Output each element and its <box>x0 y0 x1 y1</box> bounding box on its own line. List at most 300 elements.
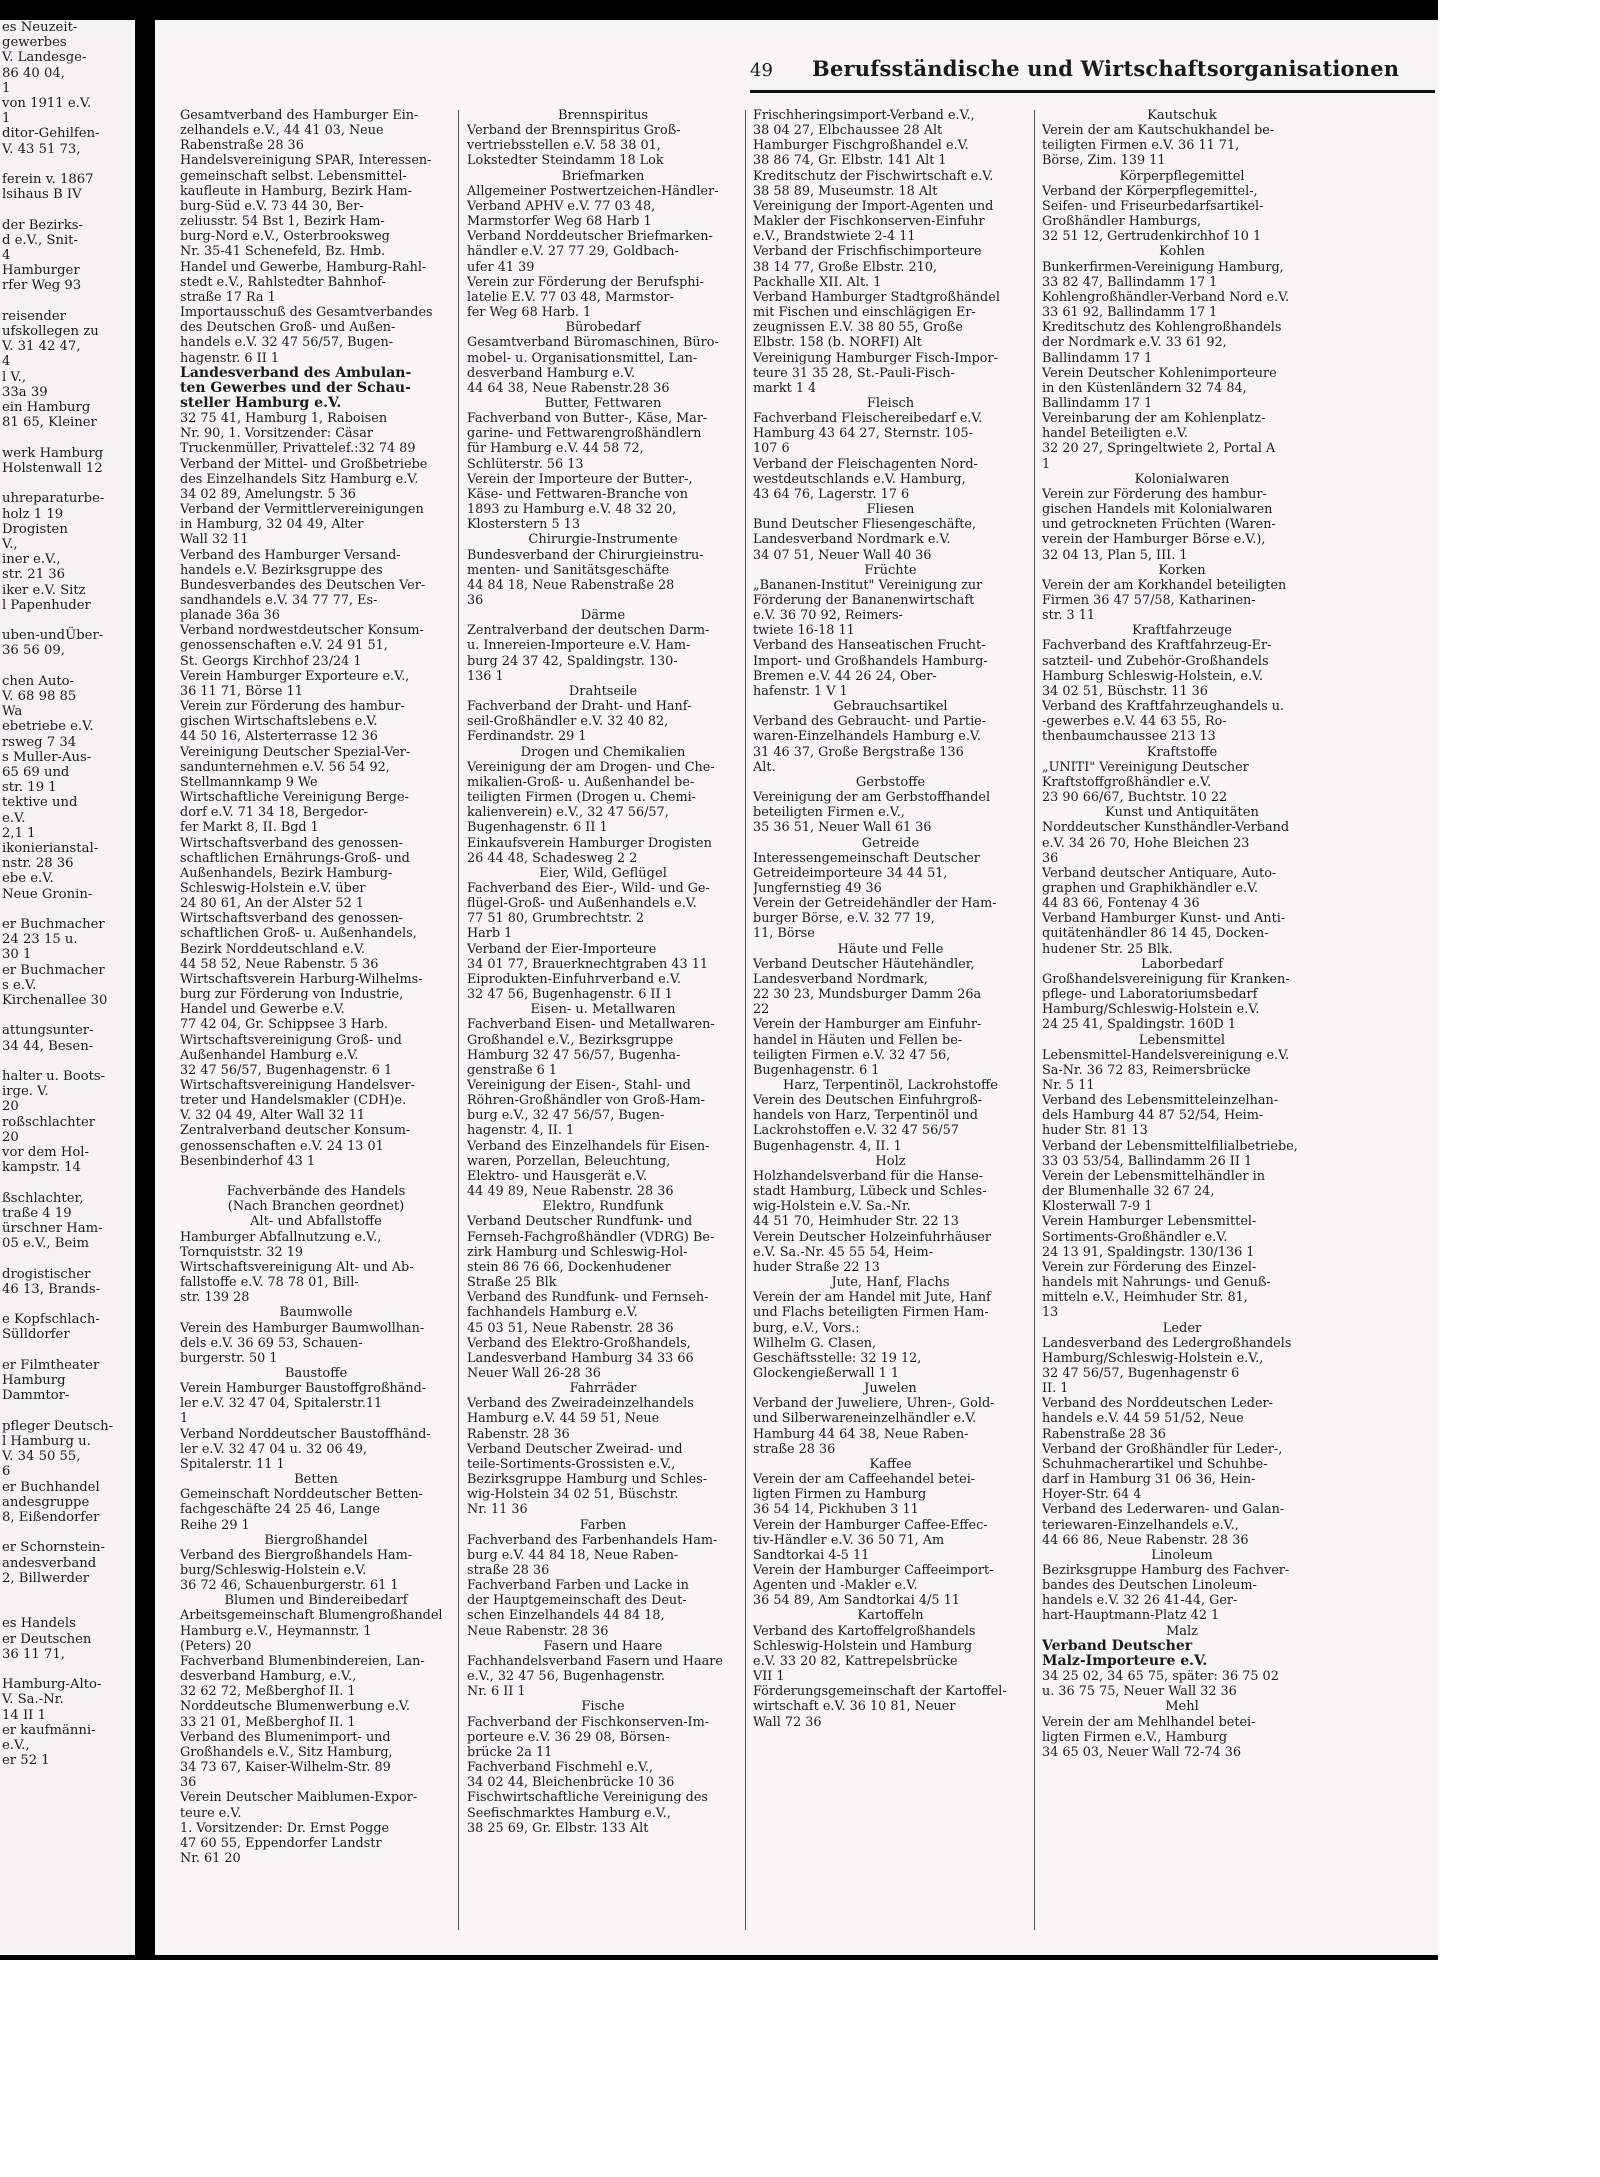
entry-line: 34 25 02, 34 65 75, später: 36 75 02 <box>1042 1669 1279 1685</box>
entry-line: wig-Holstein 34 02 51, Büschstr. <box>467 1487 679 1503</box>
entry-line: 1 <box>1042 456 1051 472</box>
entry-line: Landesverband des Ambulan- <box>180 364 412 381</box>
section-heading: Kunst und Antiquitäten <box>1105 805 1259 821</box>
entry-line: 34 02 44, Bleichenbrücke 10 36 <box>467 1775 675 1791</box>
fragment-line: er Buchmacher <box>2 916 105 932</box>
entry-line: Fachverband von Butter-, Käse, Mar- <box>467 411 708 427</box>
entry-line: steller Hamburg e.V. <box>180 394 342 411</box>
entry-line: Kraftstoffgroßhändler e.V. <box>1042 774 1212 790</box>
entry-line: 33 21 01, Meßberghof II. 1 <box>180 1714 356 1730</box>
fragment-line: traße 4 19 <box>2 1205 72 1221</box>
entry-line: graphen und Graphikhändler e.V. <box>1042 880 1259 896</box>
entry-line: e.V. 36 70 92, Reimers- <box>753 608 903 624</box>
fragment-line: 20 <box>2 1129 19 1145</box>
fragment-line: e Kopfschlach- <box>2 1312 100 1328</box>
entry-line: Truckenmüller, Privattelef.:32 74 89 <box>180 441 416 457</box>
fragment-line <box>0 1403 135 1418</box>
fragment-line: s Muller-Aus- <box>2 749 92 765</box>
entry-line: 38 58 89, Museumstr. 18 Alt <box>753 183 938 199</box>
entry-line: Landesverband Hamburg 34 33 66 <box>467 1350 694 1366</box>
entry-line: twiete 16-18 11 <box>753 623 855 639</box>
fragment-line: V. Sa.-Nr. <box>2 1692 64 1708</box>
section-heading: Kautschuk <box>1147 108 1217 123</box>
entry-line: Verband des Hamburger Versand- <box>180 547 401 563</box>
entry-line: Verband nordwestdeutscher Konsum- <box>180 623 424 639</box>
entry-line: hagenstr. 6 II 1 <box>180 350 279 366</box>
fragment-line: l Papenhuder <box>2 597 91 613</box>
entry-line: Schleswig-Holstein und Hamburg <box>753 1638 973 1654</box>
entry-line: Gesamtverband Büromaschinen, Büro- <box>467 335 719 351</box>
section-heading: Linoleum <box>1151 1547 1213 1563</box>
entry-line: genstraße 6 1 <box>467 1062 558 1078</box>
entry-line: in Hamburg, 32 04 49, Alter <box>180 517 364 533</box>
entry-line: Vereinbarung der am Kohlenplatz- <box>1042 411 1266 427</box>
entry-line: 77 51 80, Grumbrechtstr. 2 <box>467 911 644 927</box>
section-heading: Biergroßhandel <box>264 1532 368 1548</box>
entry-line: gischen Wirtschaftslebens e.V. <box>180 714 378 730</box>
entry-line: 34 65 03, Neuer Wall 72-74 36 <box>1042 1744 1242 1760</box>
entry-line: Verein der Hamburger am Einfuhr- <box>753 1017 982 1033</box>
entry-line: teure e.V. <box>180 1805 242 1821</box>
entry-line: Vereinigung Hamburger Fisch-Impor- <box>753 350 998 366</box>
entry-line: Sortiments-Großhändler e.V. <box>1042 1229 1228 1245</box>
section-heading: Chirurgie-Instrumente <box>528 532 678 548</box>
entry-line: 11, Börse <box>753 926 815 942</box>
page-header <box>750 56 1430 86</box>
entry-line: kaufleute in Hamburg, Bezirk Ham- <box>180 183 412 199</box>
entry-line: 38 04 27, Elbchaussee 28 Alt <box>753 123 943 139</box>
fragment-line: kampstr. 14 <box>2 1160 81 1176</box>
section-heading: Fische <box>581 1699 625 1715</box>
fragment-line: l Hamburg u. <box>2 1433 91 1449</box>
entry-line: 36 <box>1042 850 1059 866</box>
fragment-line: V. 68 98 85 <box>2 688 77 704</box>
section-heading: Korken <box>1158 562 1206 578</box>
entry-line: Glockengießerwall 1 1 <box>753 1365 900 1381</box>
fragment-line <box>0 1054 135 1069</box>
entry-line: huder Str. 81 13 <box>1042 1123 1148 1139</box>
entry-line: 1893 zu Hamburg e.V. 48 32 20, <box>467 502 677 518</box>
entry-line: zeliusstr. 54 Bst 1, Bezirk Ham- <box>180 214 385 230</box>
fragment-line: 2, Billwerder <box>2 1570 90 1586</box>
entry-line: Großhändler Hamburgs, <box>1042 214 1202 230</box>
entry-line: u. Innereien-Importeure e.V. Ham- <box>467 638 691 654</box>
entry-line: Verein der am Mehlhandel betei- <box>1042 1714 1256 1730</box>
fragment-line: rfer Weg 93 <box>2 278 82 294</box>
entry-line: Verein zur Förderung des Einzel- <box>1042 1259 1257 1275</box>
entry-line: teure 31 35 28, St.-Pauli-Fisch- <box>753 365 955 381</box>
entry-line: in den Küstenländern 32 74 84, <box>1042 380 1247 396</box>
entry-line: mitteln e.V., Heimhuder Str. 81, <box>1042 1290 1248 1306</box>
entry-line: 22 <box>753 1002 770 1018</box>
fragment-line: andesgruppe <box>2 1494 90 1510</box>
entry-line: gemeinschaft selbst. Lebensmittel- <box>180 168 407 184</box>
fragment-line: Sülldorfer <box>2 1327 70 1343</box>
column-divider <box>1034 110 1035 1930</box>
fragment-line <box>0 1251 135 1266</box>
entry-line: beteiligten Firmen e.V., <box>753 805 905 821</box>
fragment-line: 1 <box>2 111 11 127</box>
entry-line: Bugenhagenstr. 6 II 1 <box>467 820 608 836</box>
entry-line: Verband des Biergroßhandels Ham- <box>180 1547 413 1563</box>
entry-line: und getrockneten Früchten (Waren- <box>1042 517 1276 533</box>
entry-line: handels e.V. 44 59 51/52, Neue <box>1042 1411 1244 1427</box>
fragment-line: er Schornstein- <box>2 1540 105 1556</box>
fragment-line: ebe e.V. <box>2 871 54 887</box>
entry-line: Nr. 5 11 <box>1042 1078 1095 1093</box>
fragment-line: V. 43 51 73, <box>2 141 81 157</box>
entry-line: 32 47 56/57, Bugenhagenstr 6 <box>1042 1365 1240 1381</box>
entry-line: Fachverband Blumenbindereien, Lan- <box>180 1653 425 1669</box>
entry-line: 36 11 71, Börse 11 <box>180 683 303 699</box>
fragment-line: iker e.V. Sitz <box>2 582 86 598</box>
entry-line: V. 32 04 49, Alter Wall 32 11 <box>180 1108 366 1124</box>
fragment-line: 1 <box>2 80 11 96</box>
entry-line: Verein des Deutschen Einfuhrgroß- <box>753 1093 983 1109</box>
entry-line: 32 04 13, Plan 5, III. 1 <box>1042 547 1188 563</box>
entry-line: waren-Einzelhandels Hamburg e.V. <box>753 729 981 745</box>
entry-line: Norddeutscher Kunsthändler-Verband <box>1042 820 1290 836</box>
entry-line: tiv-Händler e.V. 36 50 71, Am <box>753 1532 945 1548</box>
fragment-line: ein Hamburg <box>2 400 91 416</box>
entry-line: 22 30 23, Mundsburger Damm 26a <box>753 987 982 1003</box>
section-heading: Därme <box>580 608 626 624</box>
entry-line: 34 01 77, Brauerknechtgraben 43 11 <box>467 956 708 972</box>
entry-line: der Hauptgemeinschaft des Deut- <box>467 1593 687 1609</box>
fragment-line <box>0 430 135 445</box>
entry-line: Packhalle XII. Alt. 1 <box>753 274 882 290</box>
entry-line: Zentralverband der deutschen Darm- <box>467 623 710 639</box>
fragment-line: iner e.V., <box>2 552 61 568</box>
entry-line: zelhandels e.V., 44 41 03, Neue <box>180 123 384 139</box>
entry-line: hudener Str. 25 Blk. <box>1042 941 1173 957</box>
entry-line: Verband Deutscher <box>1042 1637 1193 1654</box>
entry-line: händler e.V. 27 77 29, Goldbach- <box>467 244 679 260</box>
entry-line: genossenschaften e.V. 24 13 01 <box>180 1138 384 1154</box>
fragment-line: 30 1 <box>2 947 32 963</box>
entry-line: Agenten und -Makler e.V. <box>753 1578 918 1594</box>
entry-line: teile-Sortiments-Grossisten e.V., <box>467 1456 676 1472</box>
fragment-line: andesverband <box>2 1555 97 1571</box>
fragment-line: e.V. <box>2 810 26 826</box>
entry-line: Wilhelm G. Clasen, <box>753 1335 877 1351</box>
entry-line: Getreideimporteure 34 44 51, <box>753 865 948 881</box>
entry-line: brücke 2a 11 <box>467 1744 553 1760</box>
section-heading: Harz, Terpentinöl, Lackrohstoffe <box>783 1078 998 1093</box>
entry-line: Wirtschaftsvereinigung Alt- und Ab- <box>180 1259 414 1275</box>
fragment-line: V. 31 42 47, <box>2 339 81 355</box>
entry-line: Schleswig-Holstein e.V. über <box>180 880 366 896</box>
entry-line: 1 <box>180 1411 189 1427</box>
entry-line: Verein Deutscher Holzeinfuhrhäuser <box>753 1229 991 1245</box>
entry-line: 44 58 52, Neue Rabenstr. 5 36 <box>180 956 379 972</box>
entry-line: Wirtschaftliche Vereinigung Berge- <box>180 790 409 806</box>
entry-line: 44 66 86, Neue Rabenstr. 28 36 <box>1042 1532 1249 1548</box>
section-heading: Butter, Fettwaren <box>544 395 662 411</box>
entry-line: Großhandelsvereinigung für Kranken- <box>1042 971 1290 987</box>
section-heading: Drogen und Chemikalien <box>520 744 686 760</box>
entry-line: 38 25 69, Gr. Elbstr. 133 Alt <box>467 1820 649 1836</box>
entry-line: Bundesverbandes des Deutschen Ver- <box>180 577 426 593</box>
fragment-line: ürschner Ham- <box>2 1221 103 1237</box>
entry-line: e.V. 33 20 82, Kattrepelsbrücke <box>753 1653 958 1669</box>
entry-line: stadt Hamburg, Lübeck und Schles- <box>753 1184 987 1200</box>
entry-line: 23 90 66/67, Buchtstr. 10 22 <box>1042 790 1228 806</box>
entry-line: Verband der Großhändler für Leder-, <box>1042 1441 1283 1457</box>
entry-line: 44 51 70, Heimhuder Str. 22 13 <box>753 1214 959 1230</box>
entry-line: zeugnissen E.V. 38 80 55, Große <box>753 320 963 336</box>
entry-line: 34 02 51, Büschstr. 11 36 <box>1042 683 1208 699</box>
section-heading: Bürobedarf <box>565 320 641 336</box>
entry-line: Vereinigung der Eisen-, Stahl- und <box>467 1078 691 1093</box>
entry-line: wirtschaft e.V. 36 10 81, Neuer <box>753 1699 956 1715</box>
page-title: Berufsständische und Wirtschaftsorganisationen <box>812 56 1400 81</box>
entry-line: Wirtschaftsverband des genossen- <box>180 835 403 851</box>
entry-line: Ferdinandstr. 29 1 <box>467 729 587 745</box>
entry-line: Fachverband des Farbenhandels Ham- <box>467 1532 718 1548</box>
fragment-line: V. 34 50 55, <box>2 1449 81 1465</box>
fragment-line: 2,1 1 <box>2 825 36 841</box>
entry-line: Seefischmarktes Hamburg e.V., <box>467 1805 671 1821</box>
entry-line: 31 46 37, Große Bergstraße 136 <box>753 744 964 760</box>
fragment-line <box>0 613 135 628</box>
entry-line: 1. Vorsitzender: Dr. Ernst Pogge <box>180 1820 390 1836</box>
entry-line: Frischheringsimport-Verband e.V., <box>753 108 975 123</box>
fragment-line <box>0 1586 135 1601</box>
section-heading: Farben <box>579 1517 627 1533</box>
entry-line: Ballindamm 17 1 <box>1042 350 1153 366</box>
entry-line: Bugenhagenstr. 4, II. 1 <box>753 1138 902 1154</box>
entry-line: mobel- u. Organisationsmittel, Lan- <box>467 350 698 366</box>
entry-line: Harb 1 <box>467 926 513 942</box>
entry-line: Fachverband der Draht- und Hanf- <box>467 699 692 715</box>
entry-line: Wirtschaftsverband des genossen- <box>180 911 403 927</box>
entry-line: Firmen 36 47 57/58, Katharinen- <box>1042 593 1256 608</box>
entry-line: Malz-Importeure e.V. <box>1042 1652 1208 1669</box>
entry-line: Eiprodukten-Einfuhrverband e.V. <box>467 971 681 987</box>
entry-line: Fischwirtschaftliche Vereinigung des <box>467 1790 708 1806</box>
entry-line: 44 49 89, Neue Rabenstr. 28 36 <box>467 1184 674 1200</box>
column-1 <box>180 108 452 1938</box>
entry-line: verein der Hamburger Börse e.V.), <box>1042 532 1266 548</box>
entry-line: fachhandels Hamburg e.V. <box>467 1305 638 1321</box>
entry-line: Verband der Vermittlervereinigungen <box>180 502 424 518</box>
entry-line: hart-Hauptmann-Platz 42 1 <box>1042 1608 1220 1624</box>
fragment-line: 4 <box>2 354 11 370</box>
column-2 <box>467 108 739 1938</box>
entry-line: porteure e.V. 36 29 08, Börsen- <box>467 1729 670 1745</box>
fragment-line: nstr. 28 36 <box>2 856 74 872</box>
entry-line: Fachverband der Fischkonserven-Im- <box>467 1714 710 1730</box>
entry-line: 36 54 14, Pickhuben 3 11 <box>753 1502 919 1518</box>
entry-line: 77 42 04, Gr. Schippsee 3 Harb. <box>180 1017 388 1033</box>
entry-line: 38 86 74, Gr. Elbstr. 141 Alt 1 <box>753 153 947 169</box>
fragment-line: er kaufmänni- <box>2 1722 96 1738</box>
entry-line: 44 83 66, Fontenay 4 36 <box>1042 896 1200 912</box>
entry-line: Verein zur Förderung des hambur- <box>180 699 405 715</box>
fragment-line: der Bezirks- <box>2 217 83 233</box>
entry-line: Kreditschutz der Fischwirtschaft e.V. <box>753 168 994 184</box>
entry-line: straße 28 36 <box>467 1563 550 1578</box>
section-heading: Kraftfahrzeuge <box>1132 623 1232 639</box>
entry-line: Wall 32 11 <box>180 532 249 548</box>
entry-line: 38 14 77, Große Elbstr. 210, <box>753 259 938 275</box>
entry-line: Förderungsgemeinschaft der Kartoffel- <box>753 1684 1007 1700</box>
entry-line: Käse- und Fettwaren-Branche von <box>467 486 688 502</box>
entry-line: Bremen e.V. 44 26 24, Ober- <box>753 668 937 684</box>
column-divider <box>745 110 746 1930</box>
entry-line: str. 139 28 <box>180 1290 250 1306</box>
entry-line: Fachverband Eisen- und Metallwaren- <box>467 1017 715 1033</box>
fragment-line: Holstenwall 12 <box>2 460 103 476</box>
entry-line: desverband Hamburg e.V. <box>467 365 636 381</box>
entry-line: Landesverband Nordmark e.V. <box>753 532 951 548</box>
section-heading: Körperpflegemittel <box>1119 168 1245 184</box>
entry-line: schen Einzelhandels 44 84 18, <box>467 1608 665 1624</box>
entry-line: Hamburg 44 64 38, Neue Raben- <box>753 1426 969 1442</box>
entry-line: Hamburger Abfallnutzung e.V., <box>180 1229 382 1245</box>
fragment-line: attungsunter- <box>2 1023 94 1039</box>
column-divider <box>458 110 459 1930</box>
entry-line: Makler der Fischkonserven-Einfuhr <box>753 214 985 230</box>
entry-line: Importausschuß des Gesamtverbandes <box>180 305 433 321</box>
fragment-line: holz 1 19 <box>2 506 64 522</box>
fragment-line: 86 40 04, <box>2 65 65 81</box>
fragment-line <box>0 1008 135 1023</box>
section-heading: Leder <box>1162 1320 1202 1336</box>
fragment-line: Hamburg <box>2 1373 66 1389</box>
entry-line: Spitalerstr. 11 1 <box>180 1456 285 1472</box>
fragment-line: V. Landesge- <box>2 50 87 66</box>
fragment-line: 8, Eißendorfer <box>2 1509 100 1525</box>
entry-line: Sandtorkai 4-5 11 <box>753 1547 870 1563</box>
entry-line: Fachverband des Eier-, Wild- und Ge- <box>467 880 710 896</box>
entry-line: 45 03 51, Neue Rabenstr. 28 36 <box>467 1320 674 1336</box>
entry-line: Börse, Zim. 139 11 <box>1042 153 1166 169</box>
fragment-line: Dammtor- <box>2 1388 70 1404</box>
entry-line: teiligten Firmen e.V. 32 47 56, <box>753 1047 951 1063</box>
entry-line: Verband Norddeutscher Briefmarken- <box>467 229 713 245</box>
section-heading: Briefmarken <box>561 168 645 184</box>
section-heading: Kolonialwaren <box>1134 471 1230 487</box>
page-gutter <box>135 0 155 1960</box>
entry-line: Gemeinschaft Norddeutscher Betten- <box>180 1487 423 1503</box>
entry-line: teriewaren-Einzelhandels e.V., <box>1042 1517 1239 1533</box>
fragment-line: Kirchenallee 30 <box>2 993 108 1008</box>
entry-line: Marmstorfer Weg 68 Harb 1 <box>467 214 652 230</box>
entry-line: Schuhmacherartikel und Schuhbe- <box>1042 1456 1268 1472</box>
entry-line: Hamburg Schleswig-Holstein, e.V. <box>1042 668 1264 684</box>
entry-line: latelie E.V. 77 03 48, Marmstor- <box>467 289 674 305</box>
fragment-line: er Buchmacher <box>2 962 105 978</box>
entry-line: Wirtschaftsvereinigung Groß- und <box>180 1032 402 1048</box>
entry-line: Vereinigung Deutscher Spezial-Ver- <box>180 744 411 760</box>
fragment-line: pfleger Deutsch- <box>2 1418 114 1434</box>
entry-line: Verband der Brennspiritus Groß- <box>467 123 681 139</box>
section-heading: Kohlen <box>1159 244 1205 260</box>
entry-line: 44 64 38, Neue Rabenstr.28 36 <box>467 380 670 396</box>
entry-line: Fachverband des Kraftfahrzeug-Er- <box>1042 638 1272 654</box>
entry-line: Wirtschaftsvereinigung Handelsver- <box>180 1078 415 1093</box>
entry-line: Klosterstern 5 13 <box>467 517 580 533</box>
entry-line: Großhandel e.V., Bezirksgruppe <box>467 1032 674 1048</box>
entry-line <box>180 1169 452 1184</box>
entry-line: vertriebsstellen e.V. 58 38 01, <box>467 138 661 154</box>
entry-line: Verband APHV e.V. 77 03 48, <box>467 198 656 214</box>
entry-line: St. Georgs Kirchhof 23/24 1 <box>180 653 362 669</box>
entry-line: der Blumenhalle 32 67 24, <box>1042 1184 1215 1200</box>
entry-line: 32 62 72, Meßberghof II. 1 <box>180 1684 356 1700</box>
entry-line: Hamburg/Schleswig-Holstein e.V. <box>1042 1002 1260 1018</box>
entry-line: burgerstr. 50 1 <box>180 1350 278 1366</box>
entry-line: 24 13 91, Spaldingstr. 130/136 1 <box>1042 1244 1255 1260</box>
entry-line: mit Fischen und einschlägigen Er- <box>753 305 976 321</box>
entry-line: Verband des Lederwaren- und Galan- <box>1042 1502 1285 1518</box>
entry-line: seil-Großhändler e.V. 32 40 82, <box>467 714 669 730</box>
entry-line: Verband Deutscher Zweirad- und <box>467 1441 683 1457</box>
section-heading: Baustoffe <box>284 1365 348 1381</box>
fragment-line: 81 65, Kleiner <box>2 415 97 431</box>
entry-line: 32 47 56, Bugenhagenstr. 6 II 1 <box>467 987 673 1003</box>
fragment-line <box>0 1297 135 1312</box>
entry-line: straße 28 36 <box>753 1441 836 1457</box>
entry-line: Verband des Zweiradeinzelhandels <box>467 1396 694 1412</box>
section-heading: Brennspiritus <box>558 108 648 123</box>
entry-line: Nr. 11 36 <box>467 1502 528 1518</box>
entry-line: Hamburg/Schleswig-Holstein e.V., <box>1042 1350 1264 1366</box>
entry-line: Vereinigung der am Gerbstoffhandel <box>753 790 991 806</box>
section-heading: Fachverbände des Handels <box>226 1184 406 1200</box>
entry-line: 34 07 51, Neuer Wall 40 36 <box>753 547 932 563</box>
entry-line: Rabenstraße 28 36 <box>1042 1426 1166 1442</box>
fragment-line: werk Hamburg <box>2 445 104 461</box>
entry-line: Verband des Blumenimport- und <box>180 1729 391 1745</box>
entry-line: Bundesverband der Chirurgieinstru- <box>467 547 704 563</box>
entry-line: handels e.V. 32 47 56/57, Bugen- <box>180 335 394 351</box>
entry-line: Klosterwall 7-9 1 <box>1042 1199 1153 1215</box>
fragment-line <box>0 902 135 917</box>
entry-line: 44 50 16, Alsterterrasse 12 36 <box>180 729 378 745</box>
entry-line: 36 54 89, Am Sandtorkai 4/5 11 <box>753 1593 960 1609</box>
entry-line: sandunternehmen e.V. 56 54 92, <box>180 759 390 775</box>
entry-line: Hamburg 32 47 56/57, Bugenha- <box>467 1047 681 1063</box>
fragment-line <box>0 1601 135 1616</box>
entry-line: Verein Hamburger Baustoffgroßhänd- <box>180 1381 427 1397</box>
fragment-line: str. 19 1 <box>2 780 57 796</box>
entry-line: burg-Süd e.V. 73 44 30, Ber- <box>180 198 364 214</box>
entry-line: Import- und Großhandels Hamburg- <box>753 653 988 669</box>
entry-line: Verband Hamburger Stadtgroßhändel <box>753 289 1000 305</box>
fragment-line: roßschlachter <box>2 1114 96 1130</box>
entry-line: Verband Norddeutscher Baustoffhänd- <box>180 1426 431 1442</box>
fragment-line: 34 44, Besen- <box>2 1038 94 1054</box>
entry-line: Hamburg e.V. 44 59 51, Neue <box>467 1411 660 1427</box>
section-heading: Blumen und Bindereibedarf <box>224 1593 408 1609</box>
entry-line: huder Straße 22 13 <box>753 1259 880 1275</box>
entry-line: planade 36a 36 <box>180 608 280 624</box>
section-heading: Fahrräder <box>569 1381 637 1397</box>
entry-line: 26 44 48, Schadesweg 2 2 <box>467 850 638 866</box>
entry-line: Verein Hamburger Lebensmittel- <box>1042 1214 1257 1230</box>
entry-line: Bezirksgruppe Hamburg des Fachver- <box>1042 1563 1290 1578</box>
entry-line: Rabenstr. 28 36 <box>467 1426 570 1442</box>
fragment-line: er 52 1 <box>2 1753 50 1769</box>
entry-line: Verein der Getreidehändler der Ham- <box>753 896 997 912</box>
fragment-line <box>0 1175 135 1190</box>
entry-line: Vereinigung der am Drogen- und Che- <box>467 759 715 775</box>
fragment-line: uhreparaturbe- <box>2 491 105 507</box>
entry-line: schaftlichen Ernährungs-Groß- und <box>180 850 410 866</box>
